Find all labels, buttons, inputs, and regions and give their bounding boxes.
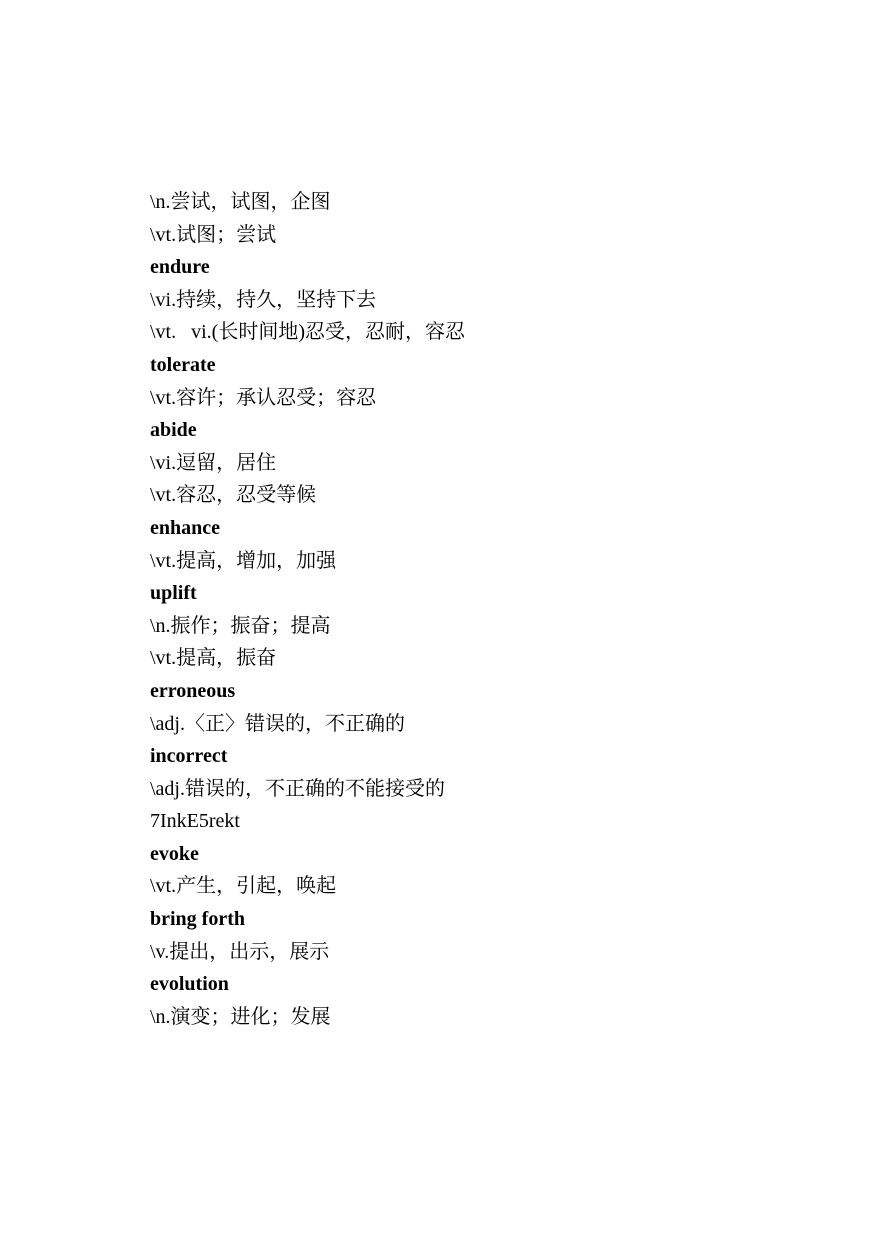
definition-line: \vi.持续，持久，坚持下去: [150, 288, 377, 311]
definition-line: \vt.产生，引起，唤起: [150, 875, 337, 898]
headword: enhance: [150, 516, 220, 539]
headword: evoke: [150, 842, 199, 865]
definition-line: \vi.逗留，居住: [150, 451, 277, 474]
vocabulary-list: [150, 186, 790, 1033]
headword: evolution: [150, 973, 229, 996]
definition-line: \n.振作；振奋；提高: [150, 614, 331, 637]
definition-line: \v.提出，出示，展示: [150, 940, 330, 963]
definition-line: \vt.试图；尝试: [150, 223, 277, 246]
headword: uplift: [150, 582, 197, 605]
definition-line: \vt.容忍，忍受等候: [150, 484, 317, 507]
headword: incorrect: [150, 745, 228, 768]
headword: endure: [150, 256, 210, 279]
definition-line: \vt.提高，振奋: [150, 647, 277, 670]
headword: tolerate: [150, 353, 216, 376]
definition-line: \vt.容许；承认忍受；容忍: [150, 386, 377, 409]
definition-line: \n.尝试，试图，企图: [150, 191, 331, 213]
definition-line: \adj.错误的，不正确的不能接受的: [150, 777, 445, 800]
definition-line: \vt. vi.(长时间地)忍受，忍耐，容忍: [150, 321, 465, 344]
headword: abide: [150, 419, 197, 442]
definition-line: \n.演变；进化；发展: [150, 1005, 331, 1028]
definition-line: \vt.提高，增加，加强: [150, 549, 337, 572]
definition-line: 7InkE5rekt: [150, 810, 240, 833]
headword: bring forth: [150, 908, 245, 931]
headword: erroneous: [150, 679, 236, 702]
definition-line: \adj.〈正〉错误的，不正确的: [150, 712, 405, 735]
